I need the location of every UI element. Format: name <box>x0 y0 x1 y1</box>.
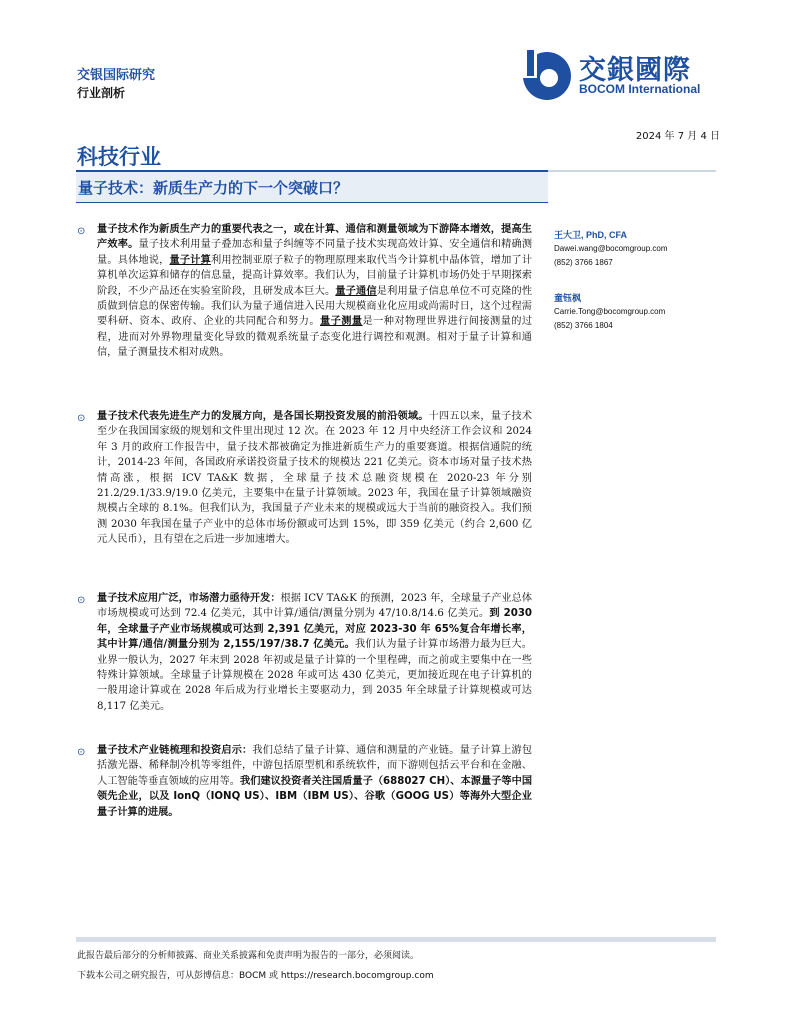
section-3-paragraph <box>97 591 532 714</box>
title-band-bottom-rule <box>76 202 548 203</box>
analyst-card <box>554 228 668 270</box>
section-1-paragraph <box>97 222 532 361</box>
logo-text-en: BOCOM International <box>579 82 701 96</box>
analyst-name: 童钰枫 <box>554 293 582 303</box>
section-1-bold: 量子技术作为新质生产力的重要代表之一，或在计算、通信和测量领域为下游降本增效，提高生产效率。 <box>97 224 532 251</box>
section-4-bold-b: 我们建议投资者关注国盾量子（688027 CH）、本源量子等中国领先企业，以及 IonQ（IONQ US）、IBM（IBM US）、谷歌（GOOG US）等海外大型企业量子计算的进展。 <box>97 775 533 818</box>
section-3-bold-b: 到 2030 年，全球量子产业市场规模或可达到 2,391 亿美元，对应 2023-30 年 65%复合年增长率，其中计算/通信/测量分别为 2,155/197/38.7 亿美元。 <box>97 608 532 651</box>
analyst-phone: (852) 3766 1867 <box>554 258 613 267</box>
title-band-top-rule <box>76 170 548 172</box>
section-1-text-b: 利用控制亚原子粒子的物理原理来取代当今计算机中晶体管，增加了计算机单次运算和储存的信息量，提高计算效率。我们认为，目前量子计算机市场仍处于早期探索阶段，不少产品还在实验室阶段，且研发成本巨大。 <box>97 254 533 297</box>
logo-text-cn: 交銀國際 <box>579 55 691 86</box>
footer-disclaimer: 此报告最后部分的分析师披露、商业关系披露和免责声明为报告的一部分，必须阅读。 <box>77 951 420 961</box>
section-2-bold: 量子技术代表先进生产力的发展方向，是各国长期投资发展的前沿领域。 <box>97 411 429 422</box>
section-4-bold-a: 量子技术产业链梳理和投资启示： <box>97 745 253 756</box>
section-1-text-a: 量子技术利用量子叠加态和量子纠缠等不同量子技术实现高效计算、安全通信和精确测量。具体地说， <box>97 239 533 266</box>
section-2-text: 十四五以来，量子技术至少在我国国家级的规划和文件里出现过 12 次。在 2023 年 12 月中央经济工作会议和 2024 年 3 月的政府工作报告中，量子技术都被确定为推进新质生产力的重要赛道。根据信通院的统计，2014-23 年间，各国政府承诺投资量子技术的规模达 221 亿美元。资本市场对量子技术热情高涨，根据 ICV TA&K 数据，全球量子技术总融资规模在 2020-23 年分别 21.2/29.1/33.9/19.0 亿美元，主要集中在量子计算领域。2023 年，我国在量子计算领域融资规模占全球的 8.1%。但我们认为，我国量子产业未来的规模或远大于当前的融资投入。我们预测 2030 年我国在量子产业中的总体市场份额或可达到 15%，即 359 亿美元（约合 2,600 亿元人民币），且有望在之后进一步加速增大。 <box>97 411 533 546</box>
section-3-bold-a: 量子技术应用广泛，市场潜力亟待开发： <box>97 593 281 604</box>
analyst-phone: (852) 3766 1804 <box>554 321 613 330</box>
section-3-text-b: 我们认为量子计算市场潜力最为巨大。业界一般认为，2027 年末到 2028 年初或是量子计算的一个里程碑，而之前或主要集中在一些特殊计算领域。全球量子计算规模在 2028 年或可达 430 亿美元，更加接近现在电子计算机的一般用途计算或在 2028 年后成为行业增长主要驱动力，到 2035 年全球量子计算规模或可达 8,117 亿美元。 <box>97 639 532 712</box>
section-1-text-d: 是一种对物理世界进行间接测量的过程，进而对外界物理量变化导致的微观系统量子态变化进行调控和观测。相对于量子计算和通信，量子测量技术相对成熟。 <box>97 316 533 359</box>
section-3-text-a: 根据 ICV TA&K 的预测，2023 年，全球量子产业总体市场规模或可达到 72.4 亿美元，其中计算/通信/测量分别为 47/10.8/14.6 亿美元。 <box>97 593 533 620</box>
section-4-paragraph <box>97 743 532 820</box>
bocom-logo <box>519 46 719 102</box>
bullet-icon: ⊙ <box>77 595 86 606</box>
analyst-name: 王大卫, PhD, CFA <box>554 230 628 240</box>
bocom-logo-icon <box>519 46 575 102</box>
bullet-icon: ⊙ <box>77 747 86 758</box>
report-date: 2024 年 7 月 4 日 <box>635 131 720 142</box>
bullet-icon: ⊙ <box>77 413 86 424</box>
title-rule-extension <box>548 170 716 172</box>
title-band <box>76 170 548 203</box>
quantum-measurement-term: 量子测量 <box>320 316 363 328</box>
footer-rule <box>76 937 716 942</box>
quantum-communication-term: 量子通信 <box>335 285 377 297</box>
section-4-text: 我们总结了量子计算、通信和测量的产业链。量子计算上游包括激光器、稀释制冷机等零组件，中游包括原型机和系统软件，而下游则包括云平台和在金融、人工智能等垂直领域的应用等。 <box>97 745 532 787</box>
header-org: 交银国际研究 <box>77 68 156 83</box>
section-2-paragraph <box>97 409 532 548</box>
section-1-text-c: 是利用量子信息单位不可克隆的性质做到信息的保密传输。我们认为量子通信进入民用大规模商业化应用或尚需时日，这个过程需要科研、资本、政府、企业的共同配合和努力。 <box>97 285 533 328</box>
footer-download-info[interactable]: 下载本公司之研究报告，可从彭博信息：BOCM 或 https://research.bocomgroup.com <box>77 971 434 981</box>
analyst-email[interactable]: Carrie.Tong@bocomgroup.com <box>554 307 666 316</box>
bullet-icon: ⊙ <box>77 226 86 237</box>
quantum-computing-term: 量子计算 <box>169 254 211 266</box>
analyst-card <box>554 291 665 333</box>
header-category: 行业剖析 <box>77 86 126 100</box>
industry-title: 科技行业 <box>77 145 161 169</box>
report-title: 量子技术：新质生产力的下一个突破口？ <box>78 179 349 197</box>
analyst-email[interactable]: Dawei.wang@bocomgroup.com <box>554 244 668 253</box>
